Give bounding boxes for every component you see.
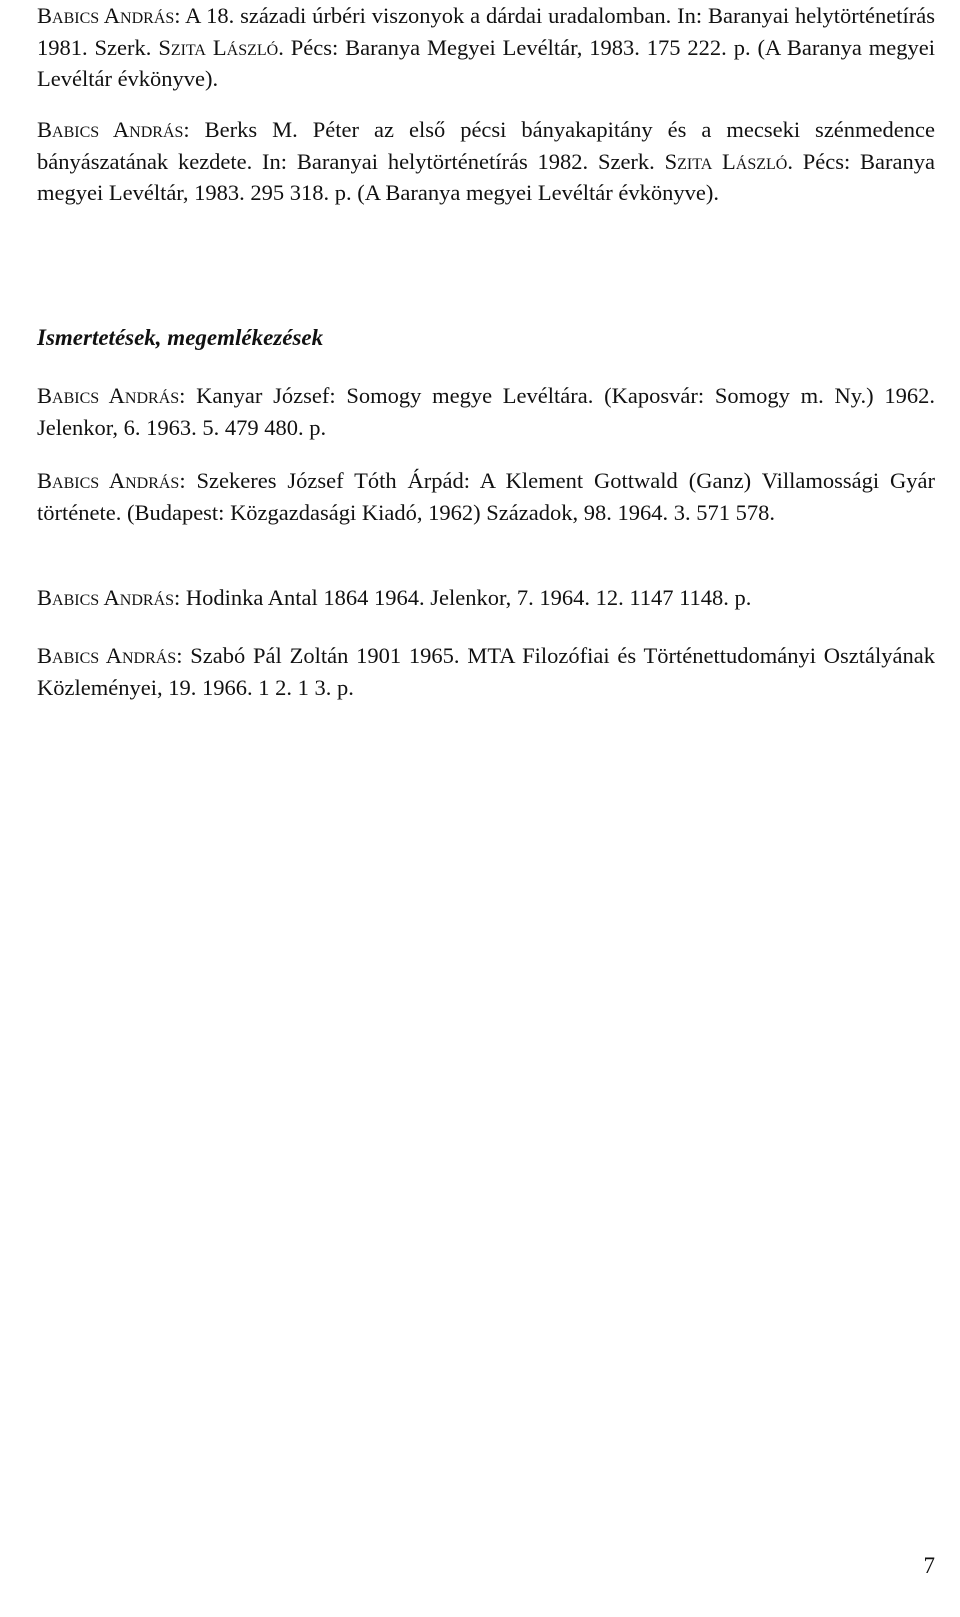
entry-text: : Berks M. Péter az első pécsi bányakapitány és a mecseki szénmedence bányászatának kezdete. In: Baranyai helytörténetírás 1982. Szerk.: [37, 117, 935, 174]
bibliography-entry: [37, 114, 935, 209]
entry-text: : Hodinka Antal 1864 1964. Jelenkor, 7. 1964. 12. 1147 1148. p.: [174, 585, 752, 610]
author-name: Babics András: [37, 643, 177, 668]
editor-name: Szita László: [158, 34, 279, 60]
entry-text: : Szekeres József Tóth Árpád: A Klement Gottwald (Ganz) Villamossági Gyár története. (Budapest: Közgazdasági Kiadó, 1962) Századok, 98. 1964. 3. 571 578.: [37, 468, 935, 525]
author-name: Babics András: [37, 3, 175, 28]
author-name: Babics András: [37, 468, 180, 493]
editor-name: Szita László: [664, 148, 788, 174]
entry-text: : A 18. századi úrbéri viszonyok a dárdai uradalomban. In: Baranyai helytörténetírás 1981. Szerk.: [37, 3, 936, 60]
bibliography-entry: [37, 0, 935, 95]
author-name: Babics András: [37, 383, 180, 408]
bibliography-entry: [37, 380, 935, 443]
entry-text: : Szabó Pál Zoltán 1901 1965. MTA Filozófiai és Történettudományi Osztályának Közleményei, 19. 1966. 1 2. 1 3. p.: [37, 643, 935, 700]
section-heading: Ismertetések, megemlékezések: [37, 325, 324, 350]
bibliography-entry: [37, 582, 935, 614]
author-name: Babics András: [37, 585, 175, 610]
page-number: 7: [923, 1553, 935, 1578]
author-name: Babics András: [37, 117, 184, 142]
bibliography-entry: [37, 465, 935, 528]
entry-text-continued: . Pécs: Baranya Megyei Levéltár, 1983. 175 222. p. (A Baranya megyei Levéltár évkönyve).: [37, 34, 936, 91]
bibliography-entry: [37, 640, 935, 703]
entry-text-continued: . Pécs: Baranya megyei Levéltár, 1983. 295 318. p. (A Baranya megyei Levéltár évkönyve).: [37, 148, 935, 205]
entry-text: : Kanyar József: Somogy megye Levéltára. (Kaposvár: Somogy m. Ny.) 1962. Jelenkor, 6. 1963. 5. 479 480. p.: [37, 383, 935, 440]
